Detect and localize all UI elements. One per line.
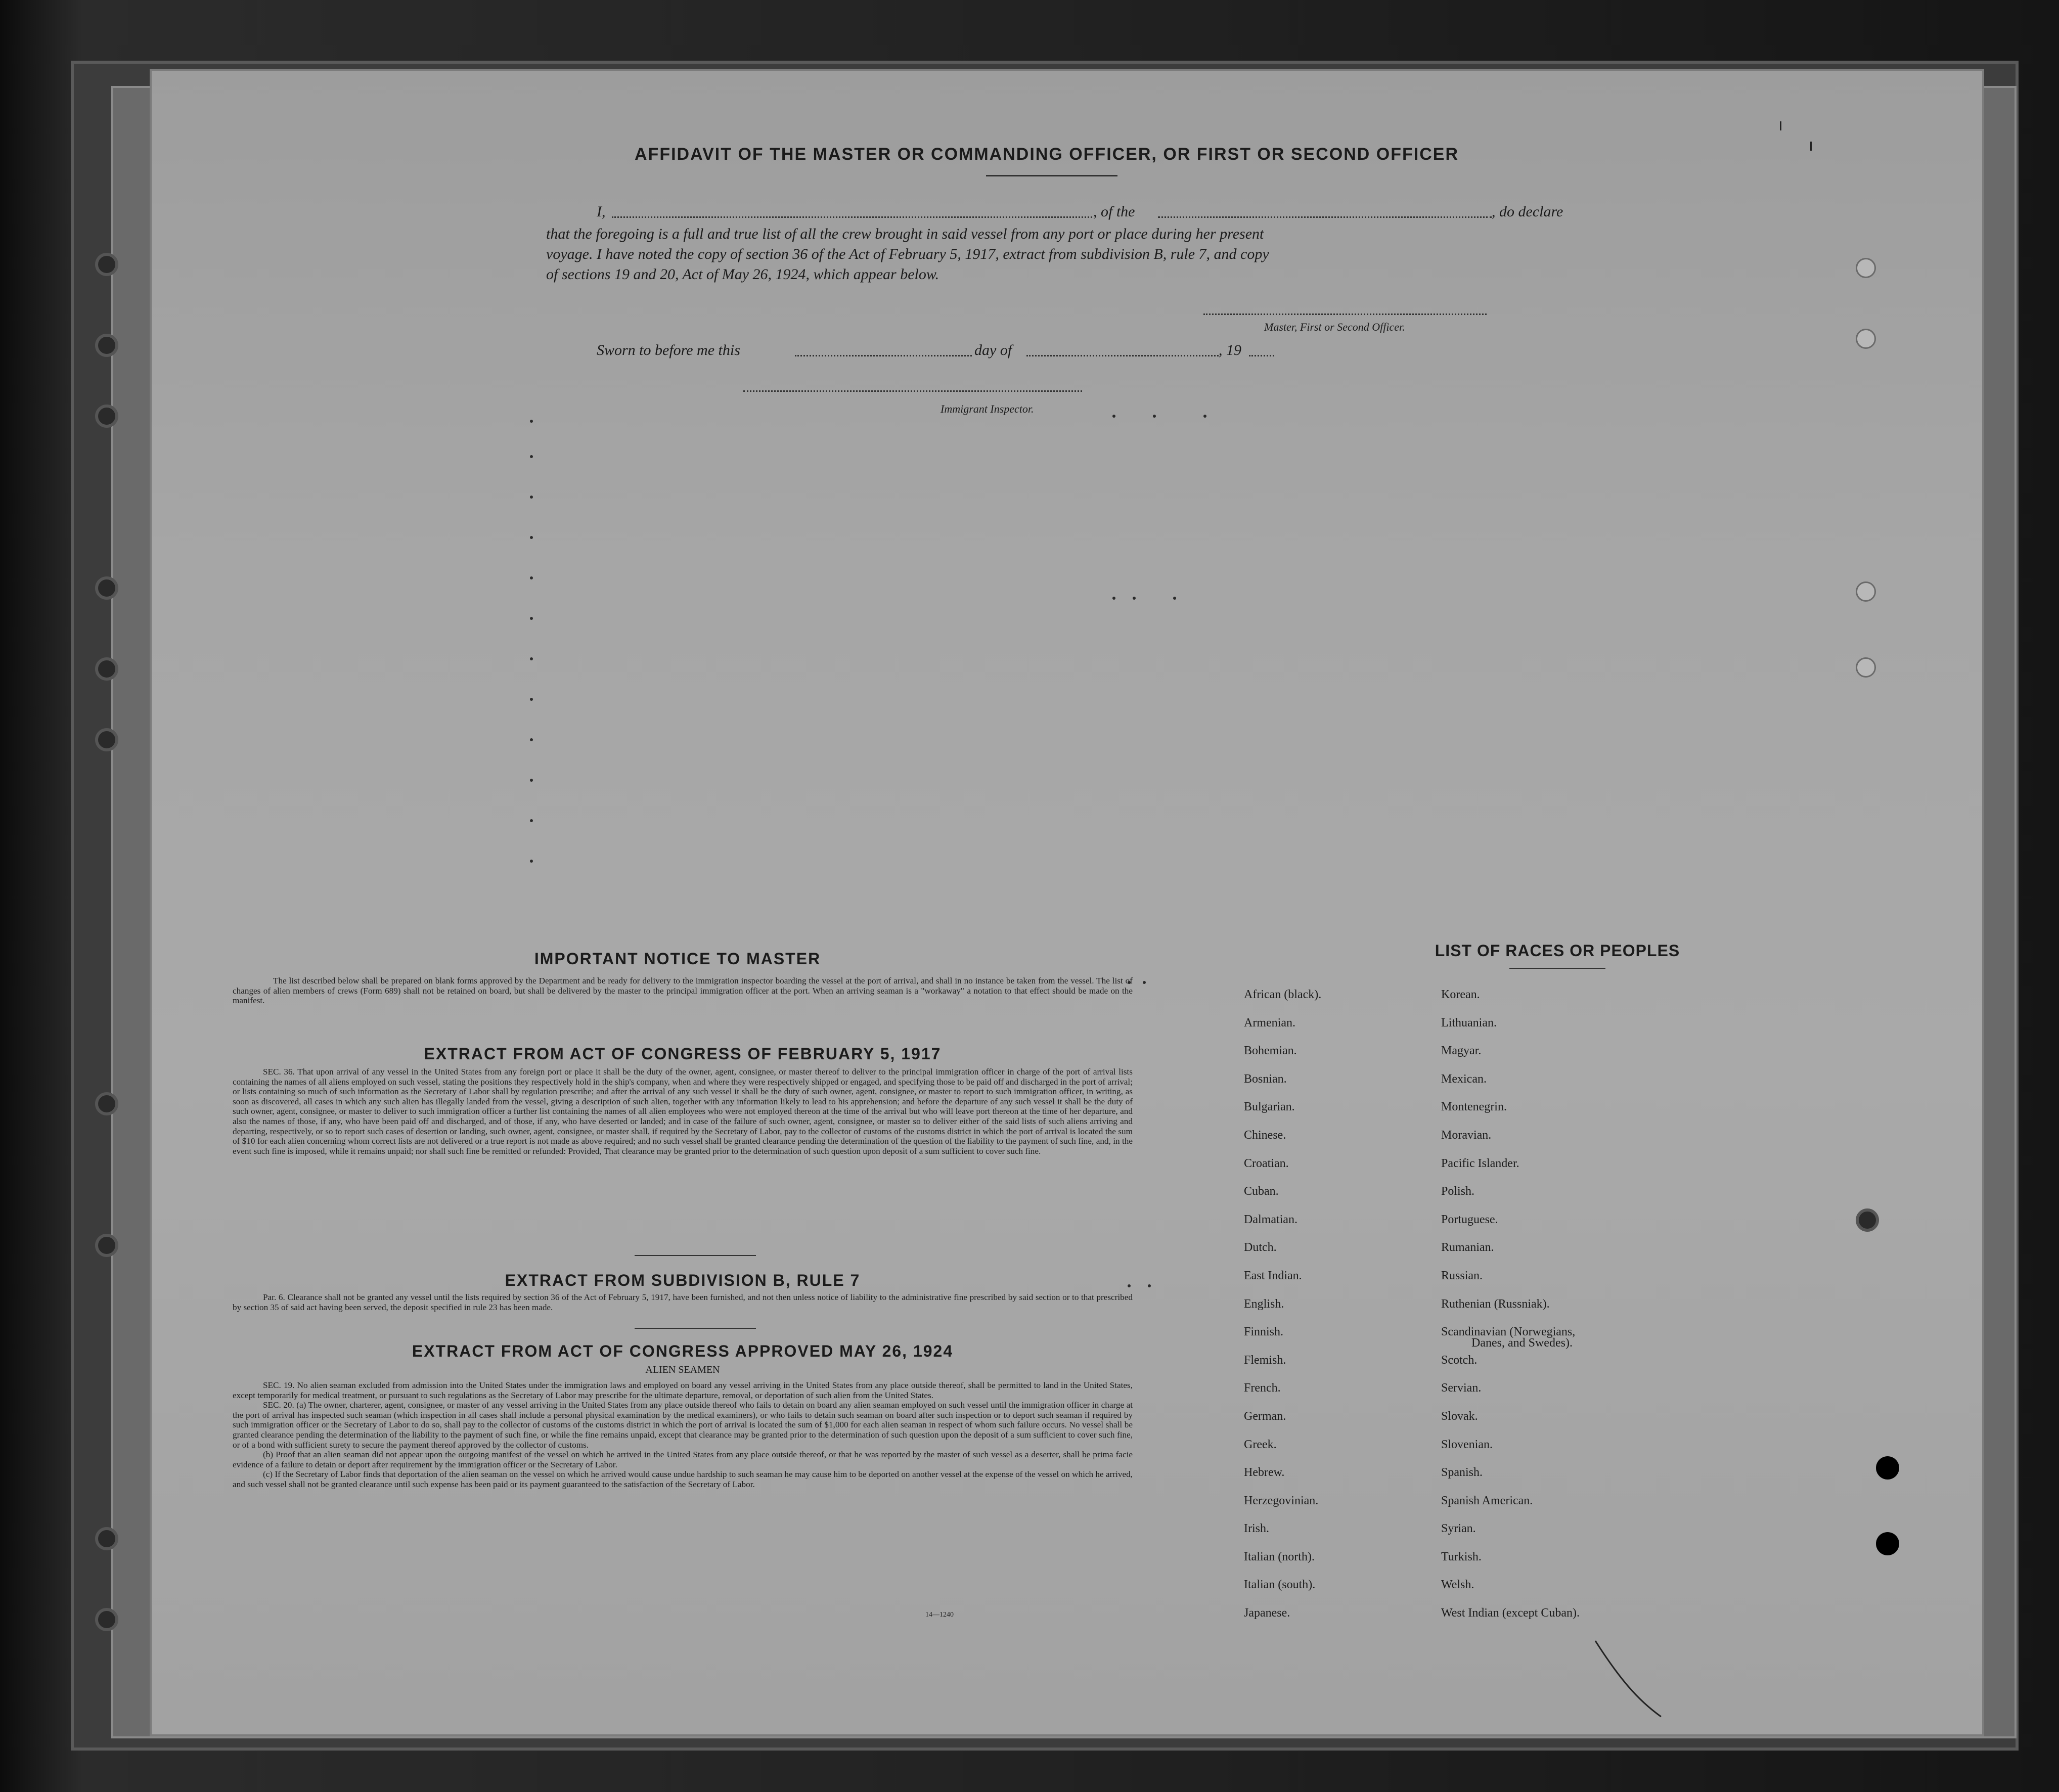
race-item: Magyar. xyxy=(1441,1044,1482,1058)
binder-hole-icon xyxy=(95,1092,118,1115)
binder-hole-icon xyxy=(95,253,118,276)
races-divider xyxy=(1509,968,1605,969)
sec-20a-text: SEC. 20. (a) The owner, charterer, agent, consignee, or master of any vessel arriving in the United States from any place outside thereof who fails to detain on board any alien seaman employed on such vessel until the immigration officer in charge at the port of arrival has inspected such seaman (which inspection in all cases shall include a personal physical examination by the medical examiners), or who fails to detain such seaman on board after such inspection or to deport such seaman if required by such immigration officer or the Secretary of Labor to do so, shall pay to the collector of customs of the customs district in which the port of arrival is located the sum of $1,000 for each alien seaman in respect of whom such failure occurs. No vessel shall be granted clearance pending the determination of the liability to the payment of such fine, or while the fine remains unpaid, except that clearance may be granted prior to the determination of such question upon the deposit of a sum sufficient to cover such fine, or of a bond with sufficient surety to secure the payment thereof approved by the collector of customs. xyxy=(233,1400,1133,1450)
race-item: Armenian. xyxy=(1244,1016,1295,1029)
race-item: French. xyxy=(1244,1381,1281,1395)
scan-speck xyxy=(530,860,533,863)
scan-speck xyxy=(1112,415,1115,418)
binder-hole-icon xyxy=(95,576,118,600)
race-item: Croatian. xyxy=(1244,1156,1289,1170)
vessel-blank xyxy=(1158,216,1492,218)
scan-speck xyxy=(530,420,533,423)
race-item: Scotch. xyxy=(1441,1353,1478,1367)
scan-speck xyxy=(1143,981,1146,984)
punch-hole-icon xyxy=(1856,581,1876,602)
scan-speck xyxy=(1133,597,1136,600)
scan-speck xyxy=(530,698,533,701)
inspector-signature-blank xyxy=(743,390,1082,392)
sworn-year-blank xyxy=(1249,355,1274,356)
race-item: Moravian. xyxy=(1441,1128,1492,1142)
affidavit-line-3: voyage. I have noted the copy of section 36 of the Act of February 5, 1917, extract from subdivision B, rule 7, and copy xyxy=(546,246,1269,262)
race-item: Polish. xyxy=(1441,1185,1475,1198)
scan-speck xyxy=(1153,415,1156,418)
race-item: Scandinavian (Norwegians, xyxy=(1441,1325,1576,1339)
sworn-label: Sworn to before me this xyxy=(597,342,740,359)
sworn-day-blank xyxy=(795,355,972,356)
affidavit-of-the: , of the xyxy=(1093,203,1135,220)
document-page xyxy=(152,71,1982,1734)
race-item: Dalmatian. xyxy=(1244,1213,1297,1226)
race-item: Welsh. xyxy=(1441,1578,1474,1592)
day-of-label: day of xyxy=(974,342,1012,359)
sec-19-text: SEC. 19. No alien seaman excluded from admission into the United States under the immigration laws and employed on board any vessel arriving in the United States from any place outside thereof, shall be permitted to land in the United States, except temporarily for medical treatment, or pursuant to such regulations as the Secretary of Labor may prescribe for the ultimate departure, removal, or deportation of such alien from the United States. xyxy=(233,1380,1133,1400)
race-item: Bulgarian. xyxy=(1244,1100,1295,1114)
race-item: Italian (south). xyxy=(1244,1578,1316,1592)
section-divider xyxy=(635,1255,756,1256)
scan-speck xyxy=(530,657,533,660)
punch-hole-icon xyxy=(1876,1456,1899,1480)
affidavit-i: I, xyxy=(597,203,606,220)
race-item: Spanish American. xyxy=(1441,1494,1533,1507)
scan-speck xyxy=(530,819,533,822)
race-item: Turkish. xyxy=(1441,1550,1482,1563)
affidavit-declare: , do declare xyxy=(1492,203,1563,220)
scan-speck xyxy=(530,738,533,741)
binder-hole-icon xyxy=(95,728,118,751)
race-item: Portuguese. xyxy=(1441,1213,1498,1226)
binder-hole-icon xyxy=(95,1527,118,1550)
race-item: Korean. xyxy=(1441,988,1480,1001)
race-item: East Indian. xyxy=(1244,1269,1302,1282)
binder-hole-icon xyxy=(95,1234,118,1257)
title-divider xyxy=(986,175,1117,176)
race-item: West Indian (except Cuban). xyxy=(1441,1606,1580,1620)
sec-20c-text: (c) If the Secretary of Labor finds that deportation of the alien seaman on the vessel on which he arrived would cause undue hardship to such seaman he may cause him to be deported on another vessel at the expense of the vessel on which he arrived, and such vessel shall not be granted clearance until such expense has been paid or its payment guaranteed to the satisfaction of the Secretary of Labor. xyxy=(233,1469,1133,1489)
race-item: Ruthenian (Russniak). xyxy=(1441,1297,1550,1311)
scan-speck xyxy=(1148,1284,1151,1287)
extract-1917-body: SEC. 36. That upon arrival of any vessel in the United States from any foreign port or place it shall be the duty of the owner, agent, consignee, or master thereof to deliver to the principal immigration officer in charge of the port of arrival lists containing the names of all aliens employed on such vessel, stating the positions they respectively hold in the ship's company, when and where they were respectively shipped or engaged, and specifying those to be paid off and discharged in the port of arrival; or lists containing so much of such information as the Secretary of Labor shall by regulation prescribe; and after the arrival of any such vessel it shall be the duty of such owner, agent, consignee, or master to report to such immigration officer, in writing, as soon as discovered, all cases in which any such alien has illegally landed from the vessel, giving a description of such alien, together with any information likely to lead to his apprehension; and before the departure of any such vessel it shall be the duty of such owner, agent, consignee, or master to deliver to such immigration officer a further list containing the names of all alien employees who were not employed thereon at the time of the arrival but who will leave port thereon at the time of her departure, and also the names of those, if any, who have been paid off and discharged, and of those, if any, who have deserted or landed; and in case of the failure of such owner, agent, consignee, or master so to deliver either of the said lists of such aliens arriving and departing, respectively, or so to report such cases of desertion or landing, such owner, agent, consignee, or master shall, if required by the Secretary of Labor, pay to the collector of customs of the customs district in which the port of arrival is located the sum of $10 for each alien concerning whom correct lists are not delivered or a true report is not made as above required; and no such vessel shall be granted clearance pending the determination of the question of the liability to the payment of such fine, and, in the event such fine is imposed, while it remains unpaid; nor shall such fine be remitted or refunded: Provided, That clearance may be granted prior to the determination of such question upon deposit of a sum sufficient to cover such fine. xyxy=(233,1067,1133,1156)
race-item: Cuban. xyxy=(1244,1185,1279,1198)
sec-20b-text: (b) Proof that an alien seaman did not appear upon the outgoing manifest of the vessel on which he arrived in the United States from any place outside thereof, or that he was reported by the master of such vessel as a deserter, shall be prima facie evidence of a failure to detain or deport after requirement by the immigration officer or the Secretary of Labor. xyxy=(233,1450,1133,1469)
binder-hole-icon xyxy=(95,657,118,681)
punch-hole-icon xyxy=(1856,329,1876,349)
race-item: Chinese. xyxy=(1244,1128,1286,1142)
affidavit-title: AFFIDAVIT OF THE MASTER OR COMMANDING OFFICER, OR FIRST OR SECOND OFFICER xyxy=(635,145,1459,164)
year-label: , 19 xyxy=(1219,342,1241,359)
sworn-month-blank xyxy=(1026,355,1219,356)
race-item: Spanish. xyxy=(1441,1466,1483,1480)
race-item: African (black). xyxy=(1244,988,1322,1001)
binder-hole-icon xyxy=(95,1608,118,1631)
inspector-label: Immigrant Inspector. xyxy=(941,402,1034,415)
scan-speck xyxy=(1810,142,1812,151)
rule-7-title: EXTRACT FROM SUBDIVISION B, RULE 7 xyxy=(505,1271,861,1289)
extract-1924-body xyxy=(233,1380,1133,1490)
notice-body: The list described below shall be prepared on blank forms approved by the Department and be ready for delivery to the immigration inspector boarding the vessel at the port of arrival, and shall in no instance be taken from the vessel. The list of changes of alien members of crews (Form 689) shall not be retained on board, but shall be delivered by the master to the principal immigration officer at the port. When an arriving seaman is a "workaway" a notation to that effect should be made on the manifest. xyxy=(233,976,1133,1006)
race-item: Pacific Islander. xyxy=(1441,1156,1519,1170)
notice-title: IMPORTANT NOTICE TO MASTER xyxy=(534,950,821,968)
alien-seamen-subtitle: ALIEN SEAMEN xyxy=(645,1364,720,1375)
binder-hole-icon xyxy=(95,405,118,428)
race-item: Dutch. xyxy=(1244,1241,1277,1255)
race-item: Slovenian. xyxy=(1441,1438,1493,1451)
race-item: Irish. xyxy=(1244,1522,1269,1536)
race-item: Hebrew. xyxy=(1244,1466,1285,1480)
extract-1917-title: EXTRACT FROM ACT OF CONGRESS OF FEBRUARY 5, 1917 xyxy=(424,1045,942,1063)
scan-speck xyxy=(530,779,533,782)
scan-speck xyxy=(1173,597,1176,600)
race-item: Bohemian. xyxy=(1244,1044,1297,1058)
race-item: German. xyxy=(1244,1409,1286,1423)
affidavit-line-2: that the foregoing is a full and true list of all the crew brought in said vessel from any port or place during her present xyxy=(546,226,1264,242)
races-column-2 xyxy=(1441,988,1580,1635)
scan-speck xyxy=(1780,121,1781,130)
race-item: Herzegovinian. xyxy=(1244,1494,1319,1507)
pen-stroke-mark xyxy=(1593,1638,1664,1719)
scan-speck xyxy=(530,496,533,499)
race-item: Finnish. xyxy=(1244,1325,1284,1339)
race-item: Montenegrin. xyxy=(1441,1100,1507,1114)
master-signature-label: Master, First or Second Officer. xyxy=(1264,321,1405,333)
scan-speck xyxy=(1112,597,1115,600)
race-item: English. xyxy=(1244,1297,1284,1311)
race-item: Greek. xyxy=(1244,1438,1277,1451)
race-item: Servian. xyxy=(1441,1381,1482,1395)
rule-7-body: Par. 6. Clearance shall not be granted any vessel until the lists required by section 36 of the Act of February 5, 1917, have been furnished, and not then unless notice of liability to the administrative fine prescribed by said section or to that prescribed by section 35 of said act having been served, the deposit specified in rule 23 has been made. xyxy=(233,1292,1133,1312)
race-item: Italian (north). xyxy=(1244,1550,1315,1563)
affidavit-line-4: of sections 19 and 20, Act of May 26, 1924, which appear below. xyxy=(546,266,939,283)
scan-speck xyxy=(530,617,533,620)
name-blank xyxy=(612,216,1092,218)
race-item: Slovak. xyxy=(1441,1409,1478,1423)
race-item: Mexican. xyxy=(1441,1072,1487,1086)
races-title: LIST OF RACES OR PEOPLES xyxy=(1435,942,1680,960)
master-signature-blank xyxy=(1203,313,1487,315)
race-item: Bosnian. xyxy=(1244,1072,1287,1086)
extract-1924-title: EXTRACT FROM ACT OF CONGRESS APPROVED MAY 26, 1924 xyxy=(412,1342,954,1360)
scan-speck xyxy=(530,455,533,458)
scan-speck xyxy=(530,576,533,579)
race-item: Syrian. xyxy=(1441,1522,1476,1536)
race-item: Japanese. xyxy=(1244,1606,1290,1620)
punch-hole-icon xyxy=(1856,657,1876,678)
binder-hole-icon xyxy=(95,334,118,357)
punch-hole-icon xyxy=(1876,1532,1899,1555)
scan-speck xyxy=(530,536,533,539)
race-item: Danes, and Swedes). xyxy=(1471,1336,1573,1350)
race-item: Lithuanian. xyxy=(1441,1016,1497,1029)
race-item: Rumanian. xyxy=(1441,1241,1494,1255)
races-column-1 xyxy=(1244,988,1321,1635)
race-item: Russian. xyxy=(1441,1269,1483,1282)
section-divider xyxy=(635,1328,756,1329)
scan-speck xyxy=(1203,415,1206,418)
race-item: Flemish. xyxy=(1244,1353,1286,1367)
punch-hole-icon xyxy=(1856,258,1876,278)
form-number: 14—1240 xyxy=(925,1611,954,1619)
punch-hole-icon xyxy=(1856,1208,1879,1232)
